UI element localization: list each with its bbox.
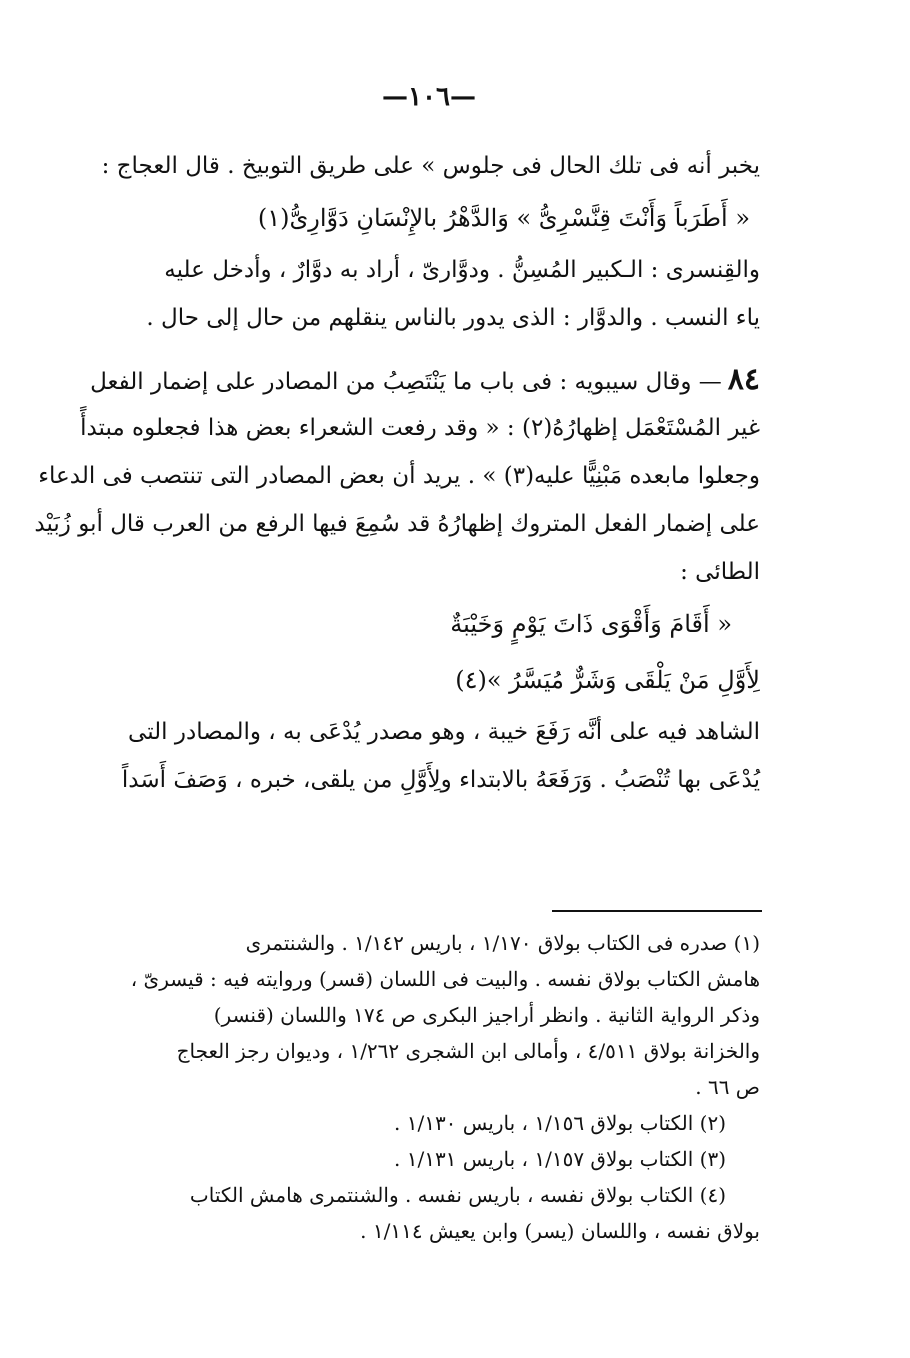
- text-line: ياء النسب . والدوَّار : الذى يدور بالناس ينقلهم من حال إلى حال .: [146, 305, 760, 331]
- footnote-line: هامش الكتاب بولاق نفسه . والبيت فى اللسان (قسر) وروايته فيه : قيسرىّ ،: [130, 967, 760, 991]
- footnote-line: (٢) الكتاب بولاق ١/١٥٦ ، باريس ١/١٣٠ .: [394, 1111, 726, 1135]
- page-number: —١٠٦—: [382, 82, 476, 112]
- text-line: والقِنسرى : الـكبير المُسِنُّ . ودوَّارىّ ، أراد به دوَّارٌ ، وأدخل عليه: [164, 257, 760, 283]
- paragraph-gap: [98, 342, 760, 356]
- verse-line-ajjaj: « أَطَرَباً وَأَنْتَ قِنَّسْرِىُّ » وَالدَّهْرُ بالإِنْسَانِ دَوَّارِىُّ(١): [257, 204, 750, 232]
- text-line: وجعلوا مابعده مَبْنِيًّا عليه(٣) » . يريد أن بعض المصادر التى تنتصب فى الدعاء: [38, 463, 760, 489]
- text-line: يخبر أنه فى تلك الحال فى جلوس » على طريق التوبيخ . قال العجاج :: [101, 153, 760, 179]
- text-line: يُدْعَى بها تُنْصَبُ . وَرَفَعَهُ بالابتداء ولِأَوَّلِ من يلقى، خبره ، وَصَفَ أَسَداً: [121, 767, 760, 793]
- footnote-divider: [552, 910, 762, 912]
- footnotes: [98, 925, 760, 1249]
- verse-block: [98, 596, 760, 708]
- text-line: [90, 356, 760, 404]
- footnote-line: (١) صدره فى الكتاب بولاق ١/١٧٠ ، باريس ١/١٤٢ . والشنتمرى: [245, 931, 760, 955]
- section-84: [34, 356, 760, 596]
- text-line: غير المُسْتَعْمَل إظهارُهُ(٢) : « وقد رفعت الشعراء بعض هذا فجعلوه مبتدأً: [80, 415, 760, 441]
- closing-paragraph: [98, 708, 760, 804]
- footnote-line: ص ٦٦ .: [695, 1075, 760, 1099]
- footnote-line: وذكر الرواية الثانية . وانظر أراجيز البكرى ص ١٧٤ واللسان (قنسر): [213, 1003, 760, 1027]
- footnote-line: بولاق نفسه ، واللسان (يسر) وابن يعيش ١/١١٤ .: [360, 1219, 760, 1243]
- text-line: الطائى :: [680, 559, 760, 585]
- footnote-line: (٤) الكتاب بولاق نفسه ، باريس نفسه . والشنتمرى هامش الكتاب: [189, 1183, 726, 1207]
- footnote-line: (٣) الكتاب بولاق ١/١٥٧ ، باريس ١/١٣١ .: [394, 1147, 726, 1171]
- footnote-line: والخزانة بولاق ٤/٥١١ ، وأمالى ابن الشجرى ١/٢٦٢ ، وديوان رجز العجاج: [176, 1039, 760, 1063]
- section-first-line: — وقال سيبويه : فى باب ما يَنْتَصِبُ من المصادر على إضمار الفعل: [90, 369, 722, 395]
- text-line: الشاهد فيه على أنَّه رَفَعَ خيبة ، وهو مصدر يُدْعَى به ، والمصادر التى: [128, 719, 760, 745]
- section-number: ٨٤: [727, 362, 760, 397]
- text-line: على إضمار الفعل المتروك إظهارُهُ قد سُمِعَ فيها الرفع من العرب قال أبو زُبَيْد: [34, 511, 760, 537]
- opening-paragraph: [98, 142, 760, 342]
- verse-line: « أَقَامَ وَأَقْوَى ذَاتَ يَوْمٍ وَخَيْبَةٌ: [450, 610, 732, 638]
- verse-line: لِأَوَّلِ مَنْ يَلْقَى وَشَرٌّ مُيَسَّرُ »(٤): [455, 666, 760, 694]
